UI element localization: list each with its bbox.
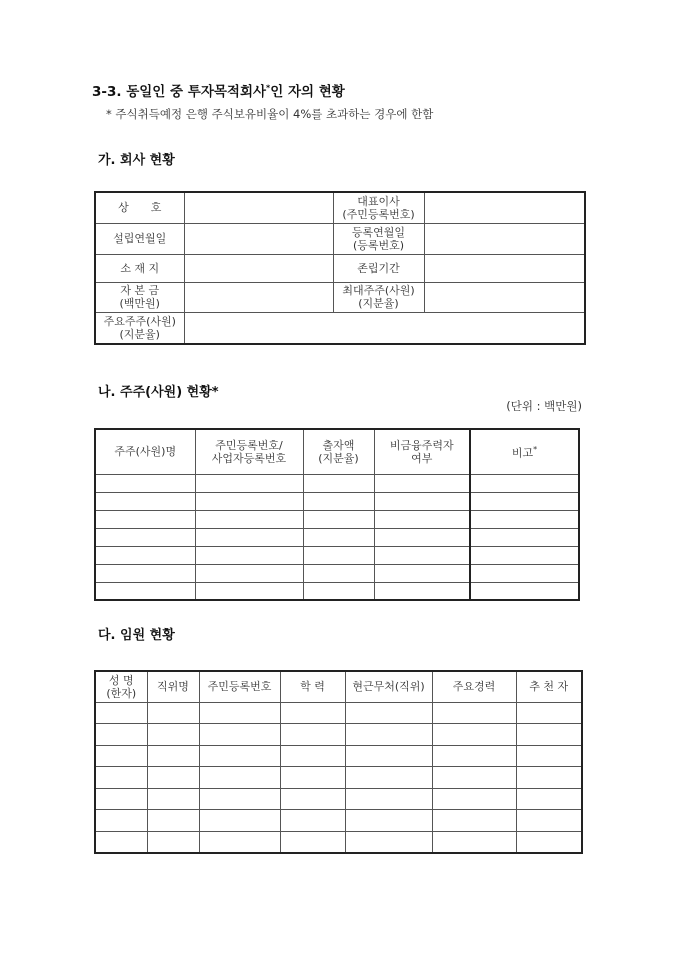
table-row	[95, 564, 579, 582]
col-header: 성 명 (한자)	[95, 671, 147, 702]
table-cell[interactable]	[147, 702, 199, 724]
table-row	[95, 810, 582, 832]
table-cell[interactable]	[195, 528, 303, 546]
label-duration: 존립기간	[333, 254, 424, 282]
section-c-heading: 다. 임원 현황	[98, 628, 175, 643]
shareholder-table	[94, 428, 580, 601]
table-cell[interactable]	[516, 831, 582, 853]
table-cell[interactable]	[516, 810, 582, 832]
table-cell[interactable]	[345, 724, 432, 746]
table-cell[interactable]	[95, 564, 195, 582]
table-row	[95, 745, 582, 767]
table-cell[interactable]	[199, 831, 280, 853]
table-cell[interactable]	[199, 745, 280, 767]
field-major[interactable]	[184, 312, 585, 344]
col-header: 비고*	[470, 429, 579, 474]
table-cell[interactable]	[516, 702, 582, 724]
col-header: 학 력	[280, 671, 345, 702]
table-row	[95, 702, 582, 724]
table-cell[interactable]	[374, 564, 470, 582]
table-cell[interactable]	[199, 767, 280, 789]
col-header: 주민등록번호/ 사업자등록번호	[195, 429, 303, 474]
executive-table	[94, 670, 583, 854]
table-cell[interactable]	[374, 546, 470, 564]
table-cell[interactable]	[303, 546, 374, 564]
table-cell[interactable]	[280, 745, 345, 767]
label-rep: 대표이사 (주민등록번호)	[333, 192, 424, 223]
table-cell[interactable]	[303, 582, 374, 600]
label-largest: 최대주주(사원) (지분율)	[333, 282, 424, 312]
company-info-table	[94, 191, 586, 345]
table-cell[interactable]	[303, 510, 374, 528]
table-cell[interactable]	[195, 474, 303, 492]
table-cell[interactable]	[95, 528, 195, 546]
table-cell[interactable]	[432, 745, 516, 767]
field-largest[interactable]	[424, 282, 585, 312]
table-cell[interactable]	[432, 702, 516, 724]
table-cell[interactable]	[303, 474, 374, 492]
section-b-heading: 나. 주주(사원) 현황*	[98, 385, 219, 400]
table-cell[interactable]	[470, 510, 579, 528]
table-cell[interactable]	[345, 831, 432, 853]
page-title: 3-3. 동일인 중 투자목적회사*인 자의 현황	[92, 83, 345, 100]
table-row	[95, 582, 579, 600]
table-cell[interactable]	[95, 745, 147, 767]
field-duration[interactable]	[424, 254, 585, 282]
table-cell[interactable]	[147, 810, 199, 832]
table-cell[interactable]	[280, 767, 345, 789]
table-cell[interactable]	[199, 788, 280, 810]
table-row	[95, 510, 579, 528]
table-cell[interactable]	[345, 788, 432, 810]
table-cell[interactable]	[95, 810, 147, 832]
table-row	[95, 528, 579, 546]
section-a-heading: 가. 회사 현황	[98, 153, 175, 168]
table-cell[interactable]	[95, 582, 195, 600]
table-row	[95, 492, 579, 510]
table-cell[interactable]	[374, 582, 470, 600]
table-cell[interactable]	[280, 788, 345, 810]
table-cell[interactable]	[147, 724, 199, 746]
table-cell[interactable]	[516, 745, 582, 767]
table-cell[interactable]	[95, 788, 147, 810]
table-cell[interactable]	[95, 767, 147, 789]
table-cell[interactable]	[95, 702, 147, 724]
table-row	[95, 546, 579, 564]
field-name[interactable]	[184, 192, 333, 223]
table-row	[95, 767, 582, 789]
label-registered: 등록연월일 (등록번호)	[333, 223, 424, 254]
table-cell[interactable]	[303, 564, 374, 582]
field-capital[interactable]	[184, 282, 333, 312]
table-row	[95, 831, 582, 853]
col-header: 주민등록번호	[199, 671, 280, 702]
col-header: 비금융주력자 여부	[374, 429, 470, 474]
table-cell[interactable]	[280, 831, 345, 853]
col-header: 출자액 (지분율)	[303, 429, 374, 474]
field-rep[interactable]	[424, 192, 585, 223]
table-cell[interactable]	[470, 474, 579, 492]
table-cell[interactable]	[199, 702, 280, 724]
table-cell[interactable]	[95, 831, 147, 853]
table-cell[interactable]	[195, 492, 303, 510]
label-capital: 자 본 금 (백만원)	[95, 282, 184, 312]
field-established[interactable]	[184, 223, 333, 254]
col-header: 주요경력	[432, 671, 516, 702]
table-cell[interactable]	[95, 492, 195, 510]
table-cell[interactable]	[95, 546, 195, 564]
table-cell[interactable]	[432, 788, 516, 810]
table-row	[95, 724, 582, 746]
col-header: 주주(사원)명	[95, 429, 195, 474]
table-cell[interactable]	[280, 724, 345, 746]
table-cell[interactable]	[280, 810, 345, 832]
table-cell[interactable]	[95, 474, 195, 492]
table-row	[95, 474, 579, 492]
table-cell[interactable]	[199, 810, 280, 832]
table-cell[interactable]	[470, 528, 579, 546]
table-cell[interactable]	[432, 767, 516, 789]
table-cell[interactable]	[147, 831, 199, 853]
table-cell[interactable]	[147, 788, 199, 810]
unit-label: (단위 : 백만원)	[506, 399, 582, 413]
table-cell[interactable]	[345, 767, 432, 789]
table-cell[interactable]	[432, 810, 516, 832]
table-cell[interactable]	[345, 810, 432, 832]
table-cell[interactable]	[95, 510, 195, 528]
table-cell[interactable]	[470, 492, 579, 510]
table-cell[interactable]	[374, 474, 470, 492]
table-cell[interactable]	[303, 528, 374, 546]
table-cell[interactable]	[470, 546, 579, 564]
table-cell[interactable]	[195, 510, 303, 528]
table-cell[interactable]	[280, 702, 345, 724]
label-established: 설립연월일	[95, 223, 184, 254]
table-cell[interactable]	[303, 492, 374, 510]
label-name: 상 호	[95, 192, 184, 223]
field-location[interactable]	[184, 254, 333, 282]
footnote: * 주식취득예정 은행 주식보유비율이 4%를 초과하는 경우에 한함	[106, 107, 434, 121]
table-cell[interactable]	[195, 582, 303, 600]
table-cell[interactable]	[147, 745, 199, 767]
table-cell[interactable]	[199, 724, 280, 746]
field-registered[interactable]	[424, 223, 585, 254]
table-cell[interactable]	[345, 745, 432, 767]
label-location: 소 재 지	[95, 254, 184, 282]
table-row	[95, 788, 582, 810]
table-cell[interactable]	[345, 702, 432, 724]
table-cell[interactable]	[374, 492, 470, 510]
table-cell[interactable]	[95, 724, 147, 746]
table-cell[interactable]	[516, 788, 582, 810]
table-cell[interactable]	[470, 582, 579, 600]
table-cell[interactable]	[195, 564, 303, 582]
table-cell[interactable]	[195, 546, 303, 564]
col-header: 직위명	[147, 671, 199, 702]
table-cell[interactable]	[374, 510, 470, 528]
table-cell[interactable]	[374, 528, 470, 546]
table-cell[interactable]	[516, 724, 582, 746]
table-cell[interactable]	[432, 724, 516, 746]
table-cell[interactable]	[516, 767, 582, 789]
col-header: 현근무처(직위)	[345, 671, 432, 702]
table-cell[interactable]	[432, 831, 516, 853]
table-cell[interactable]	[147, 767, 199, 789]
col-header: 추 천 자	[516, 671, 582, 702]
label-major: 주요주주(사원) (지분율)	[95, 312, 184, 344]
table-cell[interactable]	[470, 564, 579, 582]
